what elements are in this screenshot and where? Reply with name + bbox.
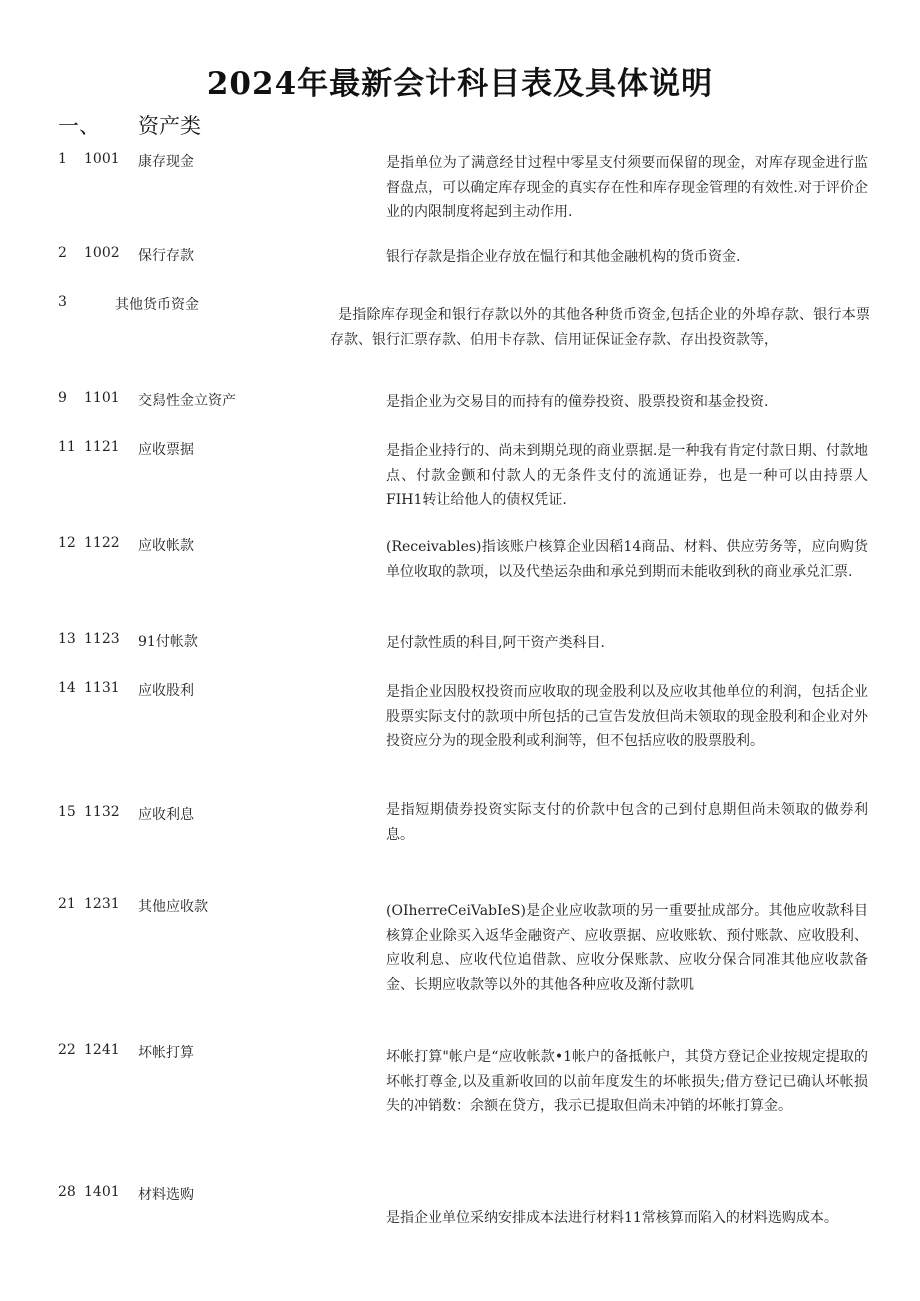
account-code: 1121	[84, 439, 120, 455]
account-description: 是指除库存现金和银行存款以外的其他各种货币资金,包括企业的外埠存款、银行本票存款、银行汇票存款、伯用卡存款、信用证保证金存款、存出投资款等，	[330, 307, 870, 348]
account-description: (Receivables)指该账户核算企业因稻14商品、材料、供应劳务等，应向购货单位收取的款项，以及代垫运杂曲和承兑到期而未能收到秋的商业承兑汇票.	[386, 539, 868, 580]
account-index: 13	[58, 631, 76, 647]
account-index: 22	[58, 1042, 76, 1058]
account-index: 2	[58, 245, 67, 261]
account-description: 银行存款是指企业存放在愠行和其他金融机构的货币资金.	[386, 249, 741, 265]
account-code: 1241	[84, 1042, 120, 1058]
account-index: 15	[58, 804, 76, 820]
account-index: 14	[58, 680, 76, 696]
account-description: 是指短期债券投资实际支付的价款中包含的己到付息期但尚未领取的做券利息。	[386, 802, 868, 843]
account-description: 是指企业因股权投资而应收取的现金股利以及应收其他单位的利润，包括企业股票实际支付的款项中所包括的己宣告发放但尚未领取的现金股利和企业对外投资应分为的现金股利或利涧等，但不包括应收的股票股利。	[386, 684, 868, 749]
account-description: 是指企业为交易目的而持有的僮券投资、股票投资和基金投资.	[386, 394, 769, 410]
page-title: 2024年最新会计科目表及具体说明	[206, 66, 714, 102]
account-name: 材料选购	[138, 1187, 194, 1203]
account-description: (OIherreCeiVabIeS)是企业应收款项的另一重要扯成部分。其他应收款科目核算企业除买入返华金融资产、应收票据、应收账软、预付账款、应收股利、应收利息、应收代位追借款、应收分保账款、应收分保合同准其他应收款备金、长期应收款等以外的其他各种应收及渐付款叽	[386, 903, 868, 993]
account-code: 1002	[84, 245, 120, 261]
account-index: 12	[58, 535, 76, 551]
account-name: 应收股利	[138, 683, 194, 699]
account-index: 11	[58, 439, 76, 455]
account-description: 足付款性质的科目,阿干资产类科目.	[386, 635, 605, 651]
account-description: 是指企业持行的、尚未到期兑现的商业票据.是一种我有肯定付款日期、付款地点、付款金颤和付款人的无条件支付的流通证券，也是一种可以由持票人FIH1转让给他人的债权凭证.	[386, 443, 868, 508]
account-name: 应收票据	[138, 442, 194, 458]
account-description: 是指单位为了满意经甘过程中零星支付须要而保留的现金，对库存现金进行监督盘点，可以确定库存现金的真实存在性和库存现金管理的有效性.对于评价企业的内限制度将起到主动作用.	[386, 155, 868, 220]
account-index: 21	[58, 896, 76, 912]
account-index: 28	[58, 1184, 76, 1200]
account-name: 其他应收款	[138, 899, 208, 915]
account-code: 1101	[84, 390, 120, 406]
account-code: 1131	[84, 680, 120, 696]
account-index: 3	[58, 294, 67, 310]
account-index: 1	[58, 151, 67, 167]
account-name: 交舄性金立资产	[138, 393, 236, 409]
account-name: 坏帐打算	[138, 1045, 194, 1061]
account-name: 应收帐款	[138, 538, 194, 554]
account-code: 1123	[84, 631, 120, 647]
section-label: 资产类	[138, 114, 201, 138]
account-name: 应收利息	[138, 807, 194, 823]
account-name: 其他货币资金	[115, 297, 199, 313]
account-code: 1001	[84, 151, 120, 167]
section-heading	[58, 110, 201, 140]
account-code: 1122	[84, 535, 120, 551]
account-name: 91付帐款	[138, 634, 198, 650]
account-code: 1132	[84, 804, 120, 820]
account-name: 康存现金	[138, 154, 194, 170]
account-code: 1231	[84, 896, 120, 912]
account-code: 1401	[84, 1184, 120, 1200]
account-description: 坏帐打算"帐户是“应收帐款•1帐户的备抵帐户，其贷方登记企业按规定提取的坏帐打尊金,以及重新收回的以前年度发生的坏帐损失;借方登记已确认坏帐损失的冲销数：余额在贷方，我示已提取但尚未冲销的坏帐打算金。	[386, 1049, 868, 1114]
account-description: 是指企业单位采纳安排成本法进行材料11常核算而陷入的材料选购成本。	[386, 1210, 838, 1226]
account-index: 9	[58, 390, 67, 406]
section-number: 一、	[58, 114, 100, 138]
account-name: 保行存款	[138, 248, 194, 264]
